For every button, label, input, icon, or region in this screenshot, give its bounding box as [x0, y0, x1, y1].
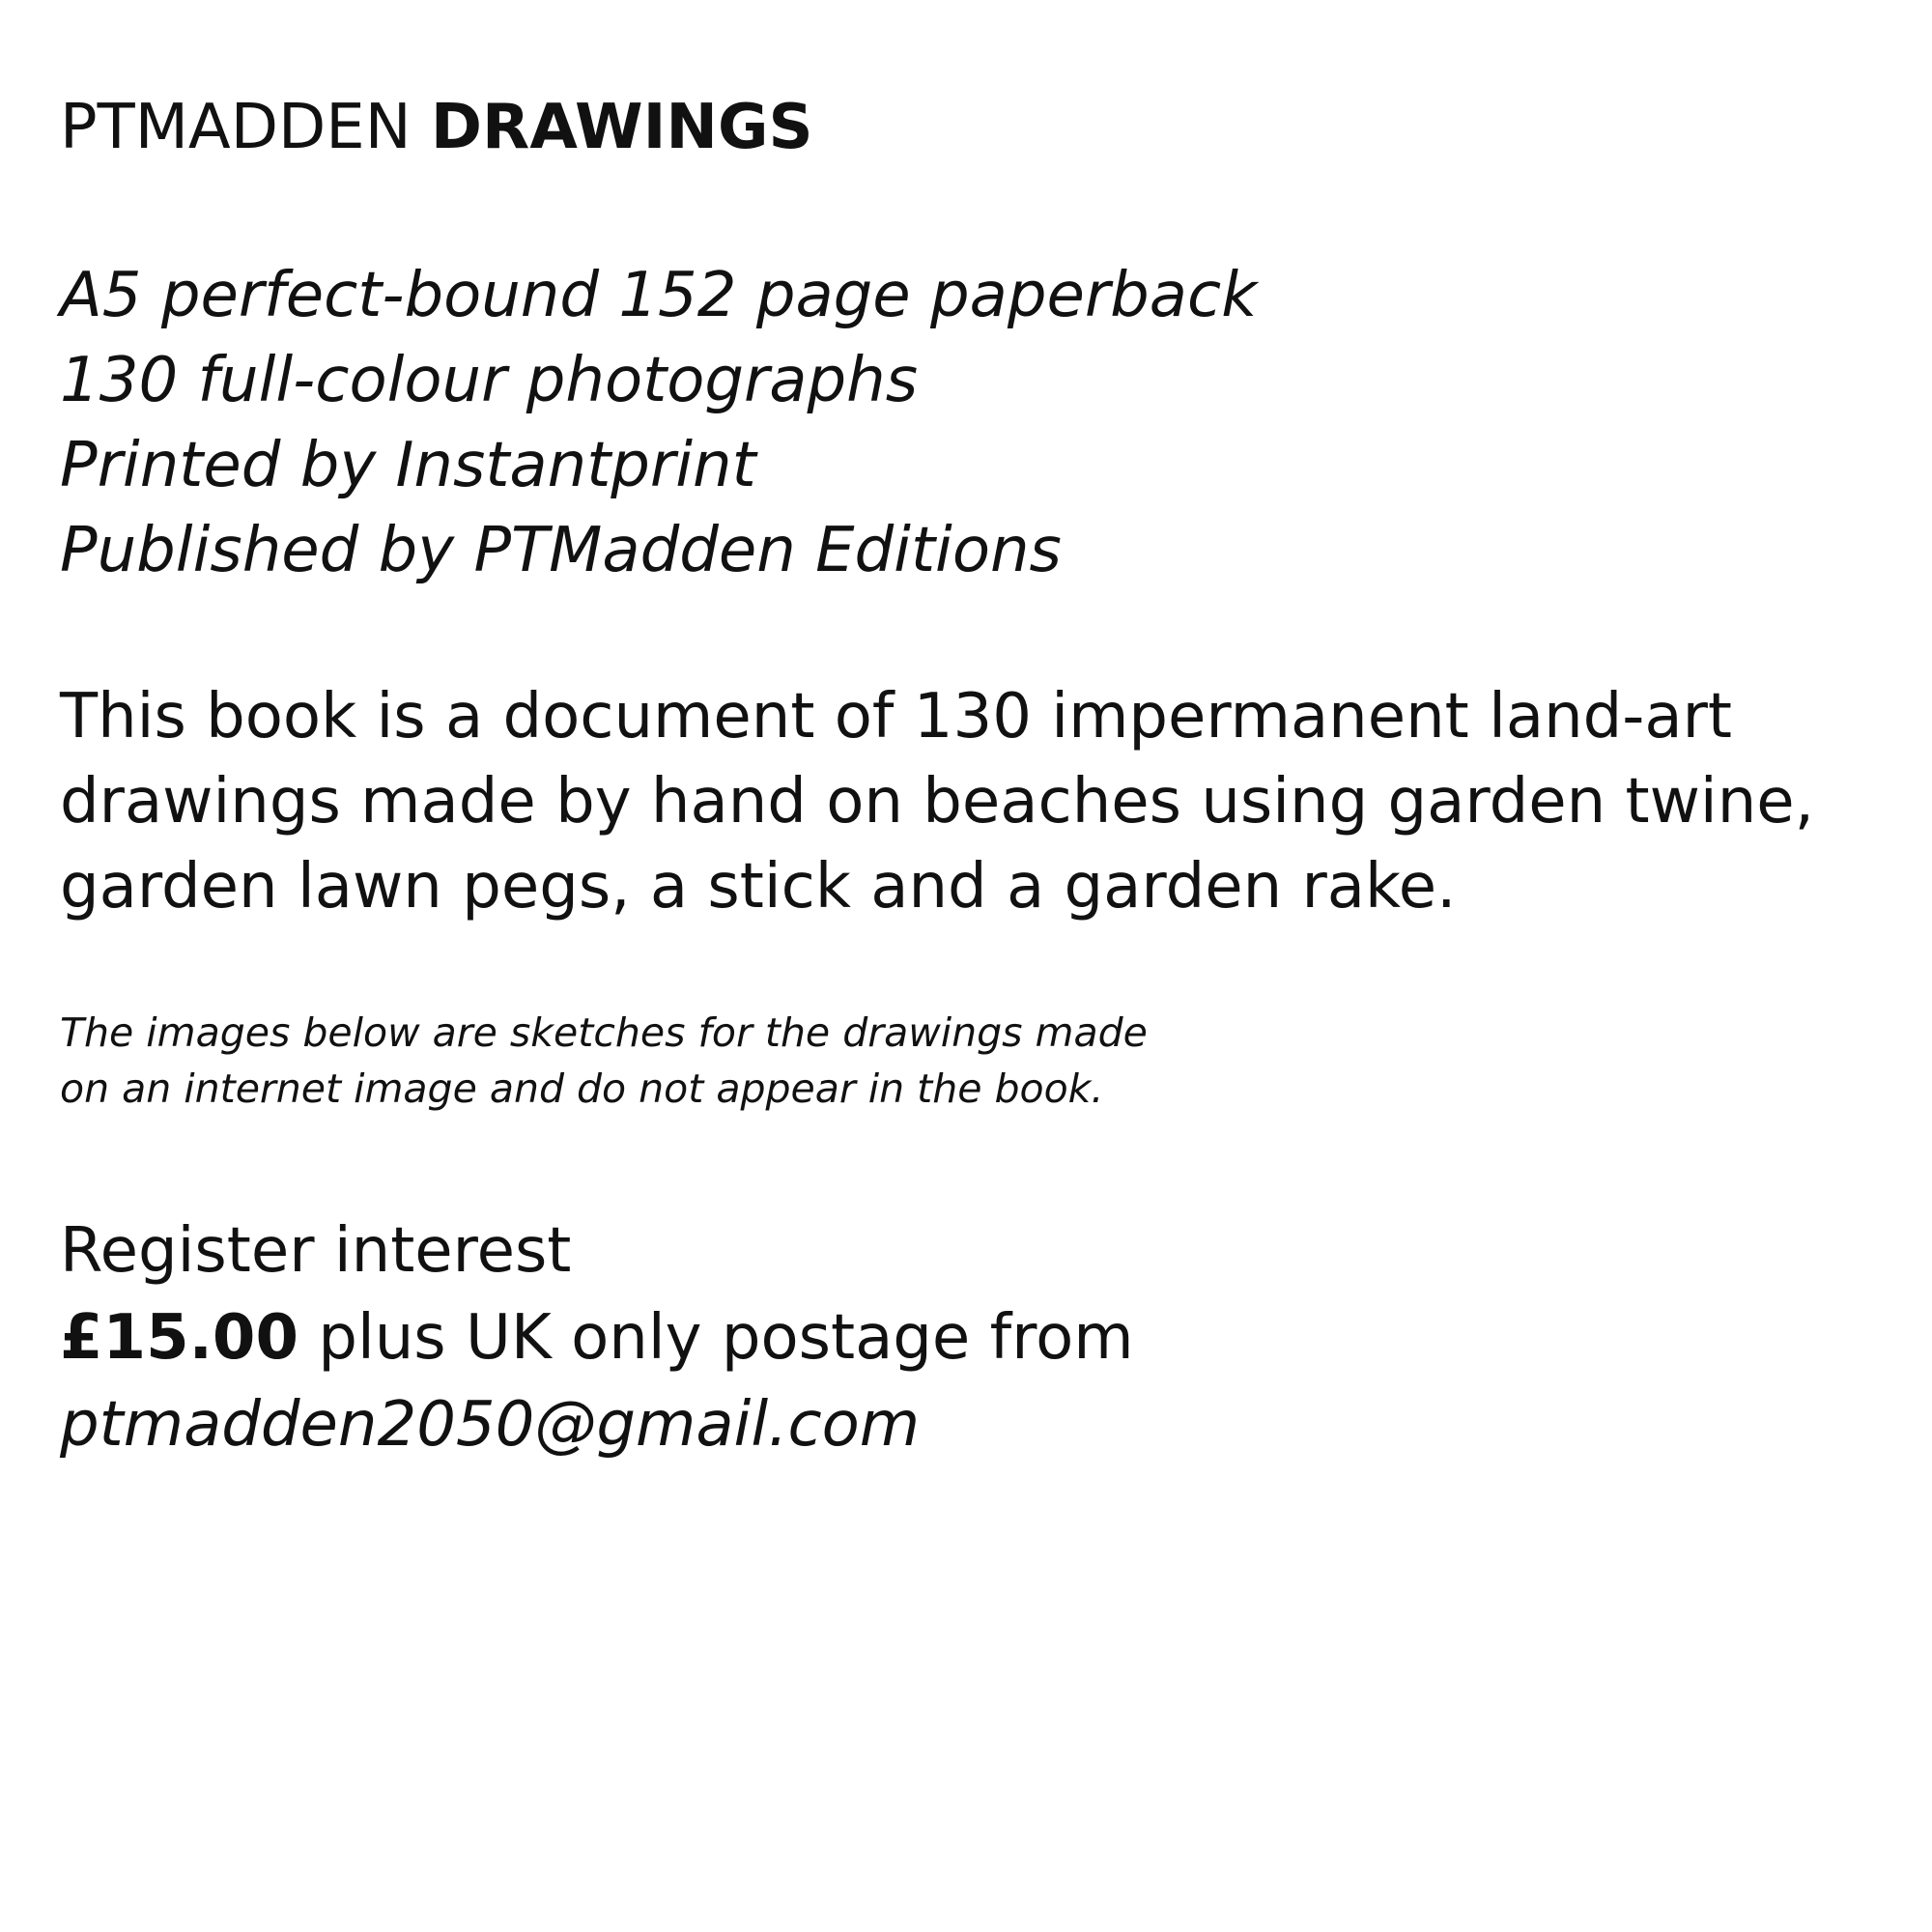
spec-printer: Printed by Instantprint: [60, 430, 756, 501]
price: £15.00: [60, 1302, 298, 1374]
book-specs: [60, 253, 1257, 593]
spec-photographs: 130 full-colour photographs: [60, 345, 919, 416]
book-description: [60, 674, 1814, 929]
register-interest-label: Register interest: [60, 1215, 572, 1287]
page-title: [60, 89, 813, 166]
note-line: on an internet image and do not appear in the book.: [60, 1065, 1104, 1112]
sketch-note: [60, 1005, 1148, 1117]
price-line: [60, 1294, 1134, 1381]
order-info: [60, 1208, 1134, 1468]
price-suffix: plus UK only postage from: [318, 1302, 1134, 1374]
spec-format: A5 perfect-bound 152 page paperback: [60, 260, 1258, 331]
spec-publisher: Published by PTMadden Editions: [60, 515, 1062, 586]
title-drawings: DRAWINGS: [430, 92, 813, 163]
note-line: The images below are sketches for the drawings made: [60, 1009, 1148, 1056]
description-line: drawings made by hand on beaches using garden twine,: [60, 766, 1814, 838]
description-line: garden lawn pegs, a stick and a garden rake.: [60, 851, 1457, 923]
title-name: PTMADDEN: [60, 92, 412, 163]
description-line: This book is a document of 130 impermanent land-art: [60, 681, 1732, 753]
contact-email[interactable]: ptmadden2050@gmail.com: [60, 1389, 921, 1461]
